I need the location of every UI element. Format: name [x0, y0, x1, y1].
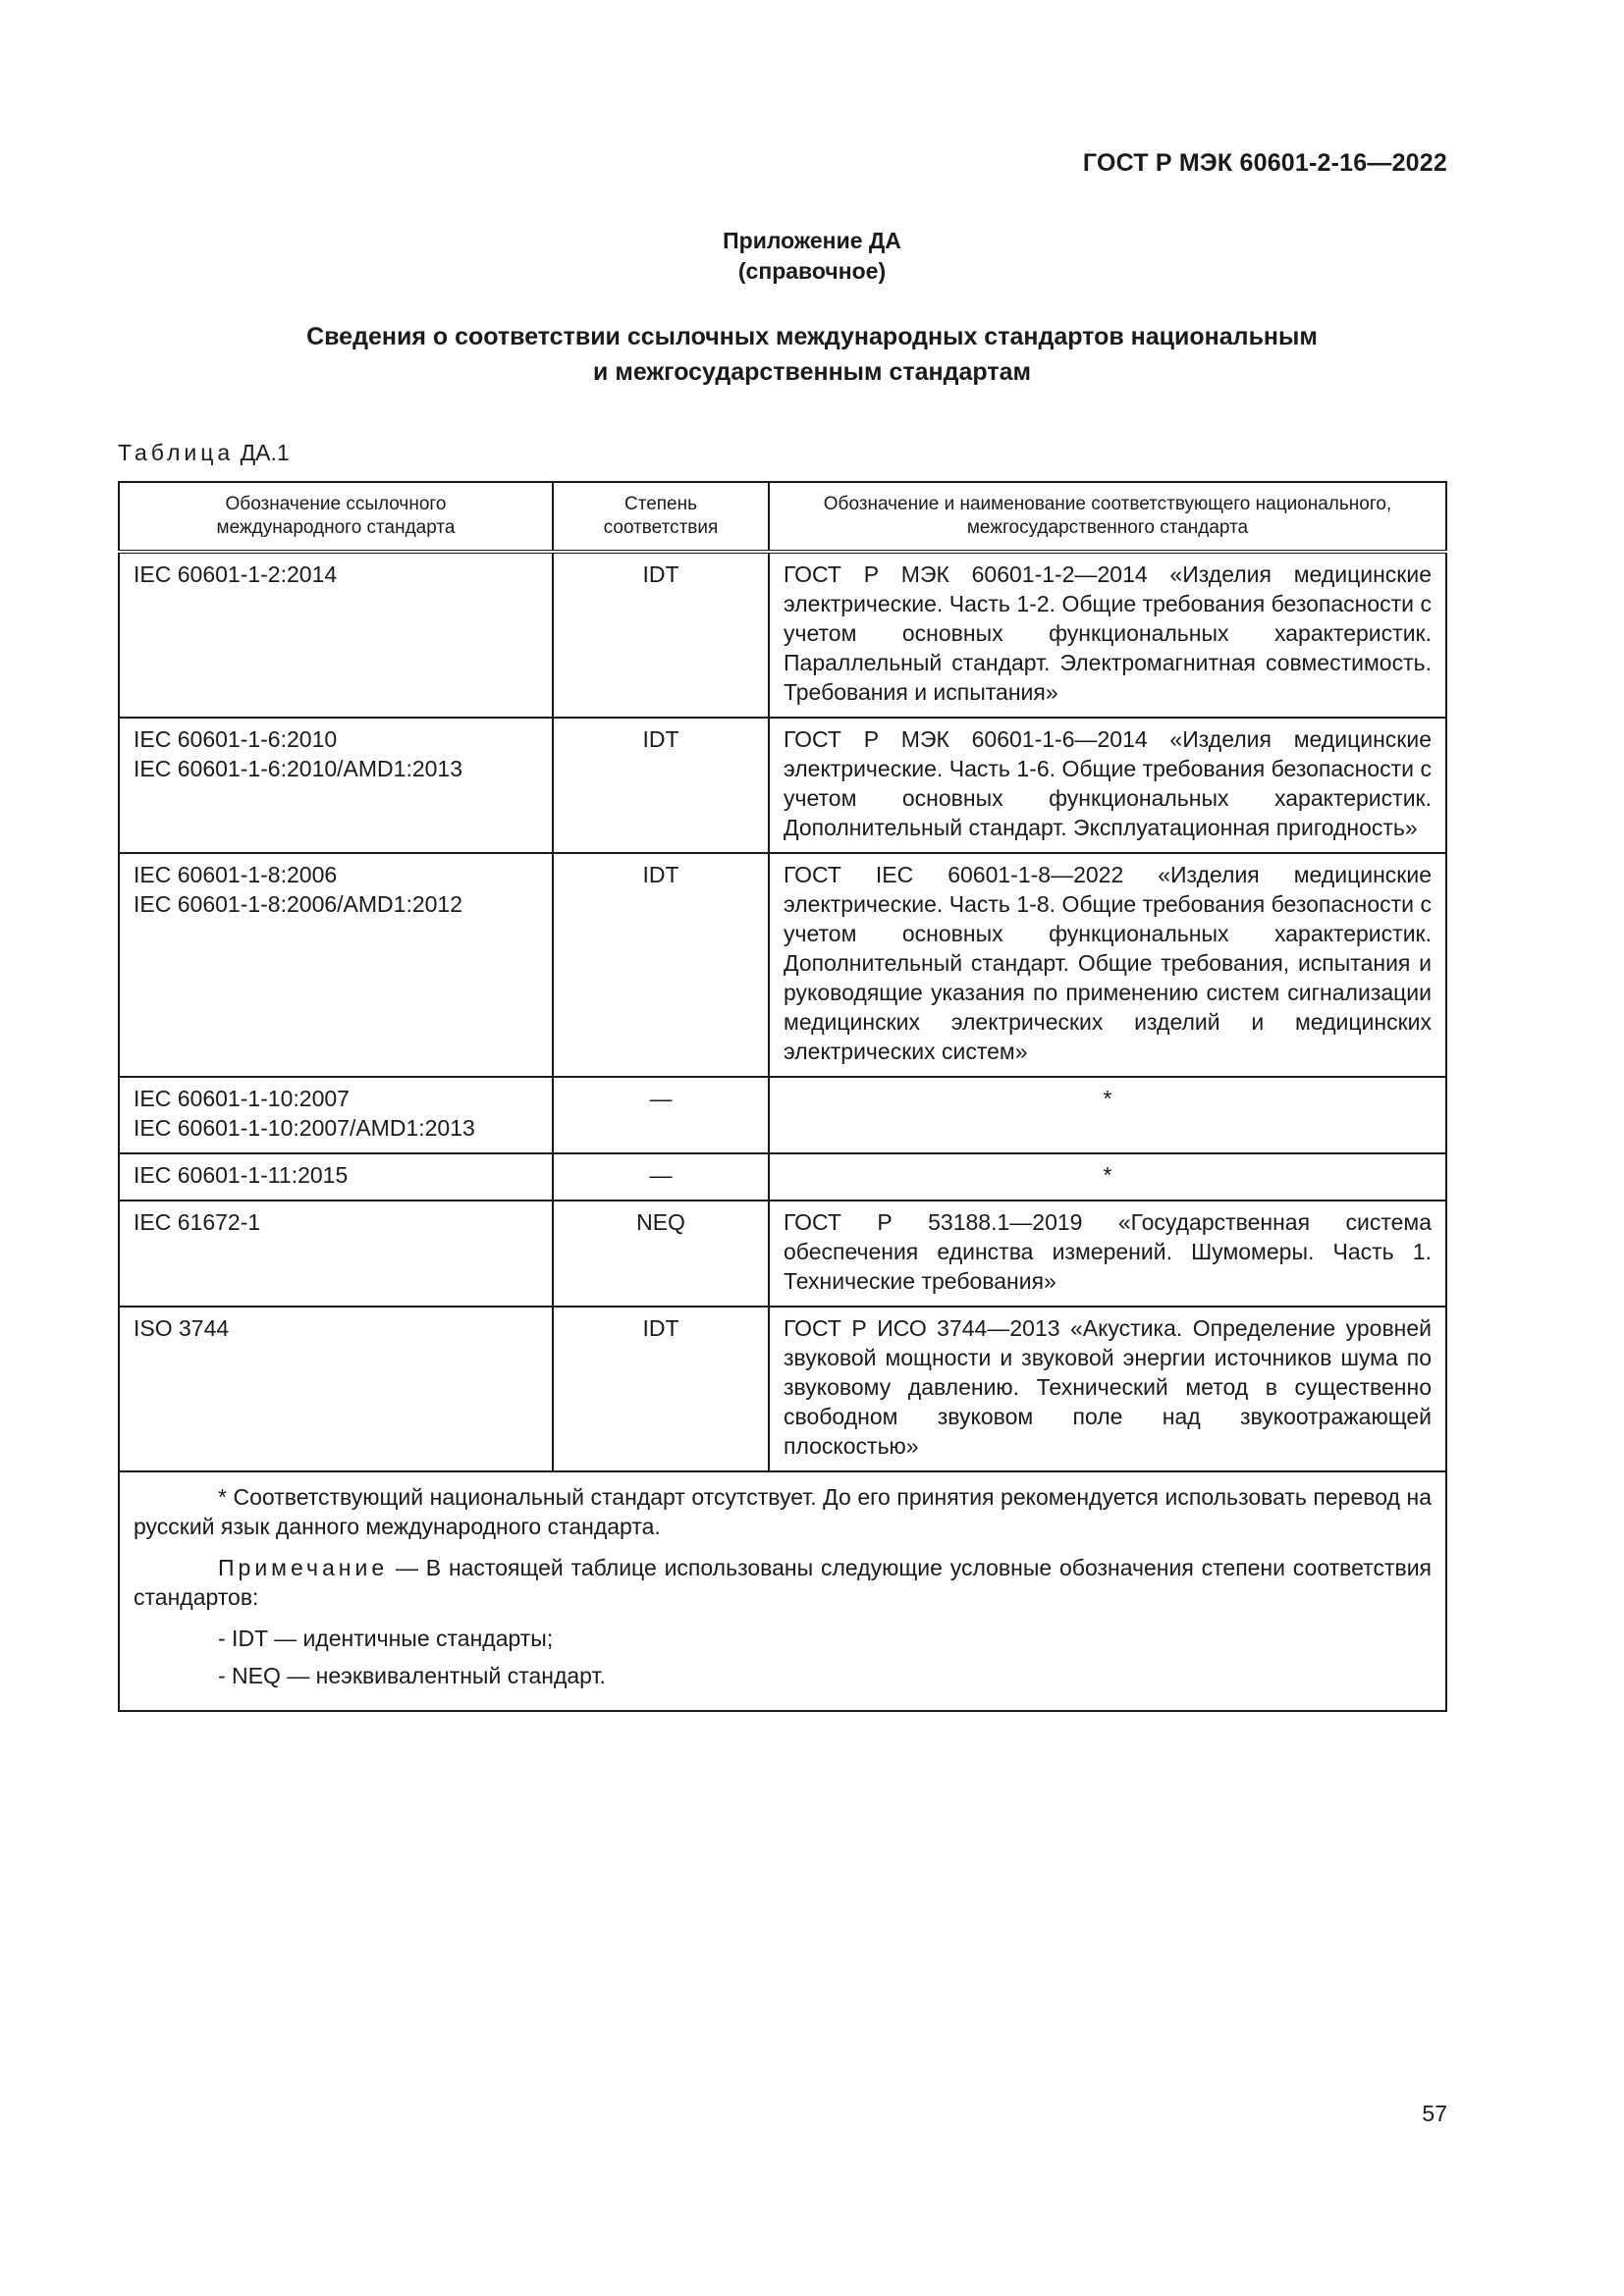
table-notes: [119, 1471, 1446, 1711]
degree-cell: IDT: [553, 1307, 769, 1471]
column-header-national: Обозначение и наименование соответствующего национального, межгосударственного стандарта: [769, 482, 1446, 552]
degree-cell: IDT: [553, 552, 769, 718]
table-row: [119, 1201, 1446, 1307]
table-row: [119, 718, 1446, 853]
section-title-line-1: Сведения о соответствии ссылочных международных стандартов национальным: [306, 323, 1318, 350]
degree-cell: —: [553, 1077, 769, 1153]
table-row: [119, 1307, 1446, 1471]
legend-item-idt: - IDT — идентичные стандарты;: [218, 1626, 554, 1651]
degree-cell: NEQ: [553, 1201, 769, 1307]
reference-cell: IEC 61672-1: [119, 1201, 553, 1307]
national-standard-cell: ГОСТ Р МЭК 60601-1-2—2014 «Изделия медицинские электрические. Часть 1-2. Общие требования безопасности с учетом основных функциональных характеристик. Параллельный стандарт. Электромагнитная совместимость. Требования и испытания»: [769, 552, 1446, 718]
table-row: [119, 1077, 1446, 1153]
table-row: [119, 1153, 1446, 1201]
table-row: [119, 552, 1446, 718]
table-header-row: [119, 482, 1446, 552]
degree-cell: IDT: [553, 718, 769, 853]
table-caption-id: ДА.1: [240, 440, 290, 465]
section-title-line-2: и межгосударственным стандартам: [593, 358, 1031, 386]
table-notes-row: [119, 1471, 1446, 1711]
national-standard-cell: ГОСТ IEC 60601-1-8—2022 «Изделия медицинские электрические. Часть 1-8. Общие требования безопасности с учетом основных функциональных характеристик. Дополнительный стандарт. Общие требования, испытания и руководящие указания по применению систем сигнализации медицинских электрических изделий и медицинских электрических систем»: [769, 853, 1446, 1077]
legend-item-neq: - NEQ — неэквивалентный стандарт.: [218, 1663, 606, 1688]
note-text: — В настоящей таблице использованы следующие условные обозначения степени соответствия стандартов:: [134, 1555, 1432, 1610]
table-row: [119, 853, 1446, 1077]
table-note: [134, 1553, 1432, 1612]
reference-cell: IEC 60601-1-11:2015: [119, 1153, 553, 1201]
table-caption-word: Таблица: [118, 440, 235, 465]
correspondence-table: [118, 481, 1447, 1712]
reference-cell: IEC 60601-1-2:2014: [119, 552, 553, 718]
table-caption: [118, 440, 290, 466]
annex-title: Приложение ДА: [723, 228, 901, 253]
annex-heading: [0, 226, 1624, 287]
column-header-reference: Обозначение ссылочного международного стандарта: [119, 482, 553, 552]
degree-cell: IDT: [553, 853, 769, 1077]
note-word: Примечание: [218, 1555, 389, 1580]
degree-cell: —: [553, 1153, 769, 1201]
annex-subtitle: (справочное): [737, 258, 887, 284]
reference-cell: IEC 60601-1-8:2006 IEC 60601-1-8:2006/AMD1:2012: [119, 853, 553, 1077]
section-title: [0, 319, 1624, 390]
reference-cell: IEC 60601-1-10:2007 IEC 60601-1-10:2007/AMD1:2013: [119, 1077, 553, 1153]
national-standard-cell: *: [769, 1077, 1446, 1153]
national-standard-cell: *: [769, 1153, 1446, 1201]
page-number: 57: [1422, 2101, 1447, 2126]
document-code: ГОСТ Р МЭК 60601-2-16—2022: [1082, 149, 1447, 177]
reference-cell: ISO 3744: [119, 1307, 553, 1471]
table-footnote: * Соответствующий национальный стандарт отсутствует. До его принятия рекомендуется использовать перевод на русский язык данного международного стандарта.: [134, 1484, 1432, 1539]
reference-cell: IEC 60601-1-6:2010 IEC 60601-1-6:2010/AMD1:2013: [119, 718, 553, 853]
column-header-degree: Степень соответствия: [553, 482, 769, 552]
national-standard-cell: ГОСТ Р ИСО 3744—2013 «Акустика. Определение уровней звуковой мощности и звуковой энергии источников шума по звуковому давлению. Технический метод в существенно свободном звуковом поле над звукоотражающей плоскостью»: [769, 1307, 1446, 1471]
national-standard-cell: ГОСТ Р МЭК 60601-1-6—2014 «Изделия медицинские электрические. Часть 1-6. Общие требования безопасности с учетом основных функциональных характеристик. Дополнительный стандарт. Эксплуатационная пригодность»: [769, 718, 1446, 853]
national-standard-cell: ГОСТ Р 53188.1—2019 «Государственная система обеспечения единства измерений. Шумомеры. Часть 1. Технические требования»: [769, 1201, 1446, 1307]
